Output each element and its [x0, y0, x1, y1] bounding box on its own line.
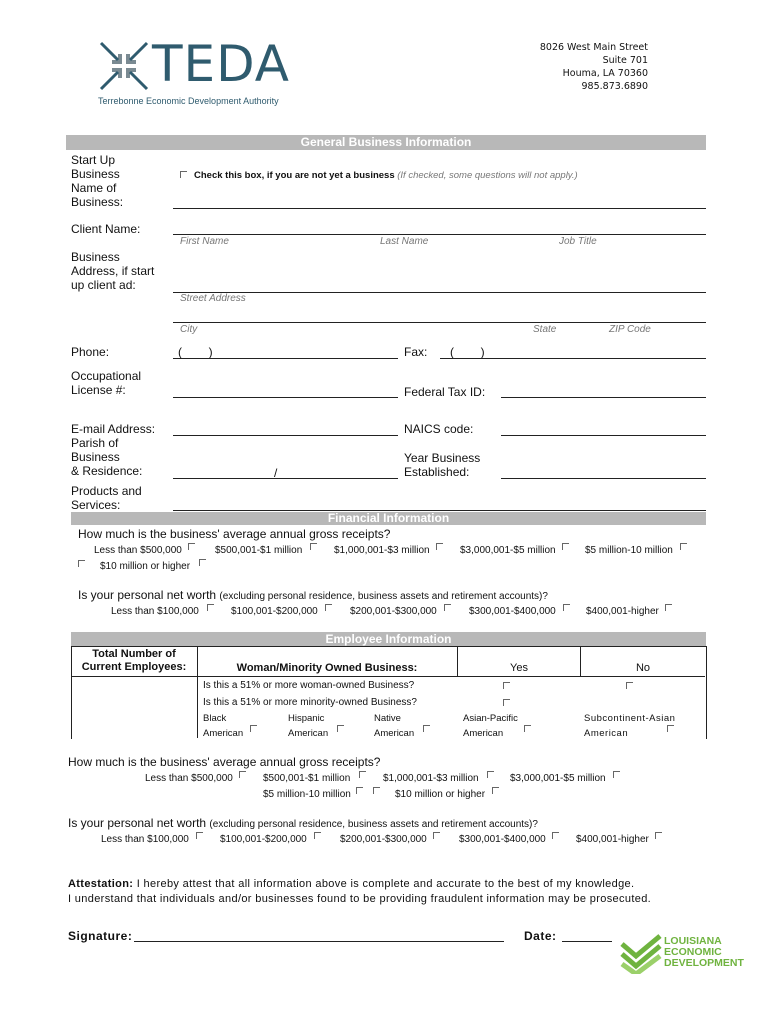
city-hint: City	[180, 324, 198, 335]
woman-owned-question: Is this a 51% or more woman-owned Business?	[203, 680, 415, 691]
repeat-receipts-checkbox[interactable]	[487, 771, 494, 778]
teda-arrows-icon	[98, 40, 150, 92]
networth-q-detail: (excluding personal residence, business assets and retirement accounts)?	[209, 819, 538, 830]
receipts-opt-checkbox[interactable]	[78, 560, 85, 567]
ethnicity-checkbox[interactable]	[337, 725, 344, 732]
networth-opt-checkbox[interactable]	[563, 604, 570, 611]
attestation-text	[68, 877, 651, 907]
employee-table-rule	[197, 676, 705, 677]
phone-label: Phone:	[71, 345, 110, 359]
repeat-receipts-checkbox[interactable]	[373, 787, 380, 794]
receipts-opt-checkbox[interactable]	[188, 543, 195, 550]
repeat-receipts-opt: Less than $500,000	[145, 773, 233, 784]
receipts-opt: $3,000,001-$5 million	[460, 545, 556, 556]
ethnicity-label: American	[374, 728, 415, 739]
org-address	[448, 41, 648, 93]
teda-logo	[98, 35, 298, 110]
tax-id-field[interactable]	[501, 397, 706, 398]
label-text: License #:	[71, 383, 126, 397]
networth-opt: $200,001-$300,000	[350, 606, 437, 617]
networth-opt: $300,001-$400,000	[469, 606, 556, 617]
total-employees-label	[72, 648, 196, 674]
repeat-receipts-checkbox[interactable]	[359, 771, 366, 778]
address-line: 8026 West Main Street	[539, 42, 648, 53]
led-logo	[612, 926, 757, 984]
teda-logo-text: TEDA	[152, 35, 290, 93]
parish-field[interactable]	[173, 478, 398, 479]
employee-table-rule	[71, 676, 197, 677]
led-logo-text: ECONOMIC	[664, 946, 722, 958]
address-line: Suite 701	[602, 55, 648, 66]
label-text: & Residence:	[71, 464, 143, 478]
ethnicity-label: American	[463, 728, 504, 739]
ethnicity-option	[288, 711, 328, 741]
address-line: Houma, LA 70360	[562, 68, 648, 79]
label-text: Occupational	[71, 369, 142, 383]
ethnicity-label: Hispanic	[288, 713, 325, 724]
networth-opt: $400,001-higher	[586, 606, 659, 617]
fax-area-code: ( )	[450, 345, 485, 359]
label-text: Services:	[71, 498, 121, 512]
receipts-opt: $1,000,001-$3 million	[334, 545, 430, 556]
phone-area-code: ( )	[178, 345, 213, 359]
repeat-receipts-opt: $1,000,001-$3 million	[383, 773, 479, 784]
business-address-label	[71, 250, 154, 292]
naics-field[interactable]	[501, 435, 706, 436]
ethnicity-label: American	[584, 728, 629, 739]
label-text: Current Employees:	[81, 661, 187, 673]
yes-header: Yes	[510, 662, 528, 674]
ethnicity-option	[463, 711, 518, 741]
ethnicity-label: Subcontinent-Asian	[584, 713, 676, 724]
networth-question	[78, 588, 548, 603]
ethnicity-label: Black	[203, 713, 227, 724]
label-text: Name of	[71, 181, 117, 195]
fax-label: Fax:	[404, 345, 428, 359]
repeat-receipts-opt: $5 million-10 million	[263, 789, 351, 800]
parish-separator: /	[274, 466, 278, 480]
receipts-opt-checkbox[interactable]	[310, 543, 317, 550]
attestation-line: I understand that individuals and/or businesses found to be providing fraudulent information may be prosecuted.	[68, 893, 652, 905]
ethnicity-option	[584, 711, 675, 741]
led-chevrons-icon	[618, 934, 664, 974]
receipts-opt: $500,001-$1 million	[215, 545, 303, 556]
checkbox-hint: (If checked, some questions will not apply.)	[397, 170, 578, 181]
networth-opt-checkbox[interactable]	[665, 604, 672, 611]
ethnicity-checkbox[interactable]	[667, 725, 674, 732]
business-name-field[interactable]	[173, 208, 706, 209]
minority-owned-yes-checkbox[interactable]	[503, 699, 510, 706]
zip-hint: ZIP Code	[609, 324, 651, 335]
repeat-networth-checkbox[interactable]	[314, 832, 321, 839]
networth-q-text: Is your personal net worth	[78, 588, 217, 602]
label-text: Total Number of	[92, 648, 176, 660]
startup-label	[71, 153, 123, 209]
signature-field[interactable]	[134, 941, 504, 942]
wm-owned-header: Woman/Minority Owned Business:	[236, 662, 418, 674]
email-field[interactable]	[173, 435, 398, 436]
address-line: 985.873.6890	[581, 81, 648, 92]
ethnicity-label: Native	[374, 713, 401, 724]
led-logo-text: DEVELOPMENT	[664, 957, 744, 969]
street-address-field[interactable]	[173, 292, 706, 293]
networth-opt: $100,001-$200,000	[231, 606, 318, 617]
client-name-field[interactable]	[173, 234, 706, 235]
employee-table-divider	[197, 646, 198, 738]
phone-field[interactable]	[173, 358, 398, 359]
repeat-networth-checkbox[interactable]	[433, 832, 440, 839]
section-financial-header: Financial Information	[71, 512, 706, 525]
receipts-question: How much is the business' average annual gross receipts?	[78, 527, 391, 541]
ethnicity-label: American	[288, 728, 329, 739]
ethnicity-label: Asian-Pacific	[463, 713, 518, 724]
networth-opt: Less than $100,000	[111, 606, 199, 617]
receipts-opt-checkbox[interactable]	[562, 543, 569, 550]
networth-opt-checkbox[interactable]	[207, 604, 214, 611]
repeat-networth-opt: $400,001-higher	[576, 834, 649, 845]
tax-id-label: Federal Tax ID:	[404, 385, 486, 399]
receipts-opt: $10 million or higher	[100, 561, 191, 572]
repeat-networth-opt: Less than $100,000	[101, 834, 189, 845]
naics-label: NAICS code:	[404, 422, 474, 436]
fax-field[interactable]	[440, 358, 706, 359]
year-established-label	[404, 451, 480, 479]
receipts-opt: $5 million-10 million	[585, 545, 673, 556]
ethnicity-checkbox[interactable]	[524, 725, 531, 732]
repeat-receipts-opt: $10 million or higher	[395, 789, 486, 800]
minority-owned-question: Is this a 51% or more minority-owned Business?	[203, 697, 417, 708]
attestation-line: I hereby attest that all information above is complete and accurate to the best of my knowledge.	[136, 878, 635, 890]
ethnicity-label: American	[203, 728, 244, 739]
no-header: No	[635, 662, 651, 674]
repeat-receipts-opt: $3,000,001-$5 million	[510, 773, 606, 784]
repeat-receipts-checkbox[interactable]	[492, 787, 499, 794]
section-general-header: General Business Information	[66, 135, 706, 150]
label-text: Address, if start	[71, 264, 155, 278]
woman-owned-yes-checkbox[interactable]	[503, 682, 510, 689]
networth-q-detail: (excluding personal residence, business assets and retirement accounts)?	[219, 591, 548, 602]
ethnicity-option	[374, 711, 414, 741]
label-text: Business	[71, 250, 120, 264]
receipts-opt: Less than $500,000	[94, 545, 182, 556]
receipts-opt-checkbox[interactable]	[436, 543, 443, 550]
license-field[interactable]	[173, 397, 398, 398]
attestation-title: Attestation:	[68, 878, 134, 890]
networth-q-text: Is your personal net worth	[68, 816, 207, 830]
products-label	[71, 484, 142, 512]
repeat-networth-checkbox[interactable]	[655, 832, 662, 839]
label-text: Business	[71, 167, 120, 181]
repeat-networth-checkbox[interactable]	[552, 832, 559, 839]
repeat-networth-opt: $200,001-$300,000	[340, 834, 427, 845]
teda-logo-subtitle: Terrebonne Economic Development Authority	[98, 96, 279, 106]
state-hint: State	[533, 324, 557, 335]
not-yet-business-label	[194, 170, 578, 181]
year-established-field[interactable]	[501, 478, 706, 479]
date-label: Date:	[524, 929, 557, 943]
label-text: Parish of	[71, 436, 119, 450]
repeat-receipts-opt: $500,001-$1 million	[263, 773, 351, 784]
label-text: Business	[71, 450, 120, 464]
repeat-networth-question	[68, 816, 538, 831]
label-text: Business:	[71, 195, 124, 209]
last-name-hint: Last Name	[380, 236, 429, 247]
receipts-opt-checkbox[interactable]	[680, 543, 687, 550]
label-text: up client ad:	[71, 278, 136, 292]
email-label: E-mail Address:	[71, 422, 156, 436]
license-label	[71, 369, 141, 397]
street-address-hint: Street Address	[180, 293, 246, 304]
label-text: Start Up	[71, 153, 116, 167]
signature-label: Signature:	[68, 929, 133, 943]
repeat-receipts-question: How much is the business' average annual gross receipts?	[68, 755, 381, 769]
section-employee-header: Employee Information	[71, 632, 706, 646]
ethnicity-checkbox[interactable]	[250, 725, 257, 732]
woman-owned-no-checkbox[interactable]	[626, 682, 633, 689]
ethnicity-checkbox[interactable]	[423, 725, 430, 732]
client-name-label: Client Name:	[71, 222, 141, 236]
receipts-opt-checkbox[interactable]	[199, 559, 206, 566]
checkbox-label-text: Check this box, if you are not yet a business	[194, 170, 395, 181]
ethnicity-option	[203, 711, 243, 741]
label-text: Established:	[404, 465, 470, 479]
networth-opt-checkbox[interactable]	[325, 604, 332, 611]
parish-label	[71, 436, 142, 478]
networth-opt-checkbox[interactable]	[444, 604, 451, 611]
repeat-receipts-checkbox[interactable]	[356, 787, 363, 794]
repeat-networth-checkbox[interactable]	[196, 832, 203, 839]
not-yet-business-checkbox[interactable]	[180, 171, 187, 178]
city-state-zip-field[interactable]	[173, 322, 706, 323]
first-name-hint: First Name	[180, 236, 229, 247]
repeat-networth-opt: $100,001-$200,000	[220, 834, 307, 845]
label-text: Products and	[71, 484, 142, 498]
repeat-receipts-checkbox[interactable]	[239, 771, 246, 778]
job-title-hint: Job Title	[559, 236, 597, 247]
repeat-receipts-checkbox[interactable]	[613, 771, 620, 778]
led-logo-text: LOUISIANA	[664, 935, 722, 947]
repeat-networth-opt: $300,001-$400,000	[459, 834, 546, 845]
label-text: Year Business	[404, 451, 481, 465]
